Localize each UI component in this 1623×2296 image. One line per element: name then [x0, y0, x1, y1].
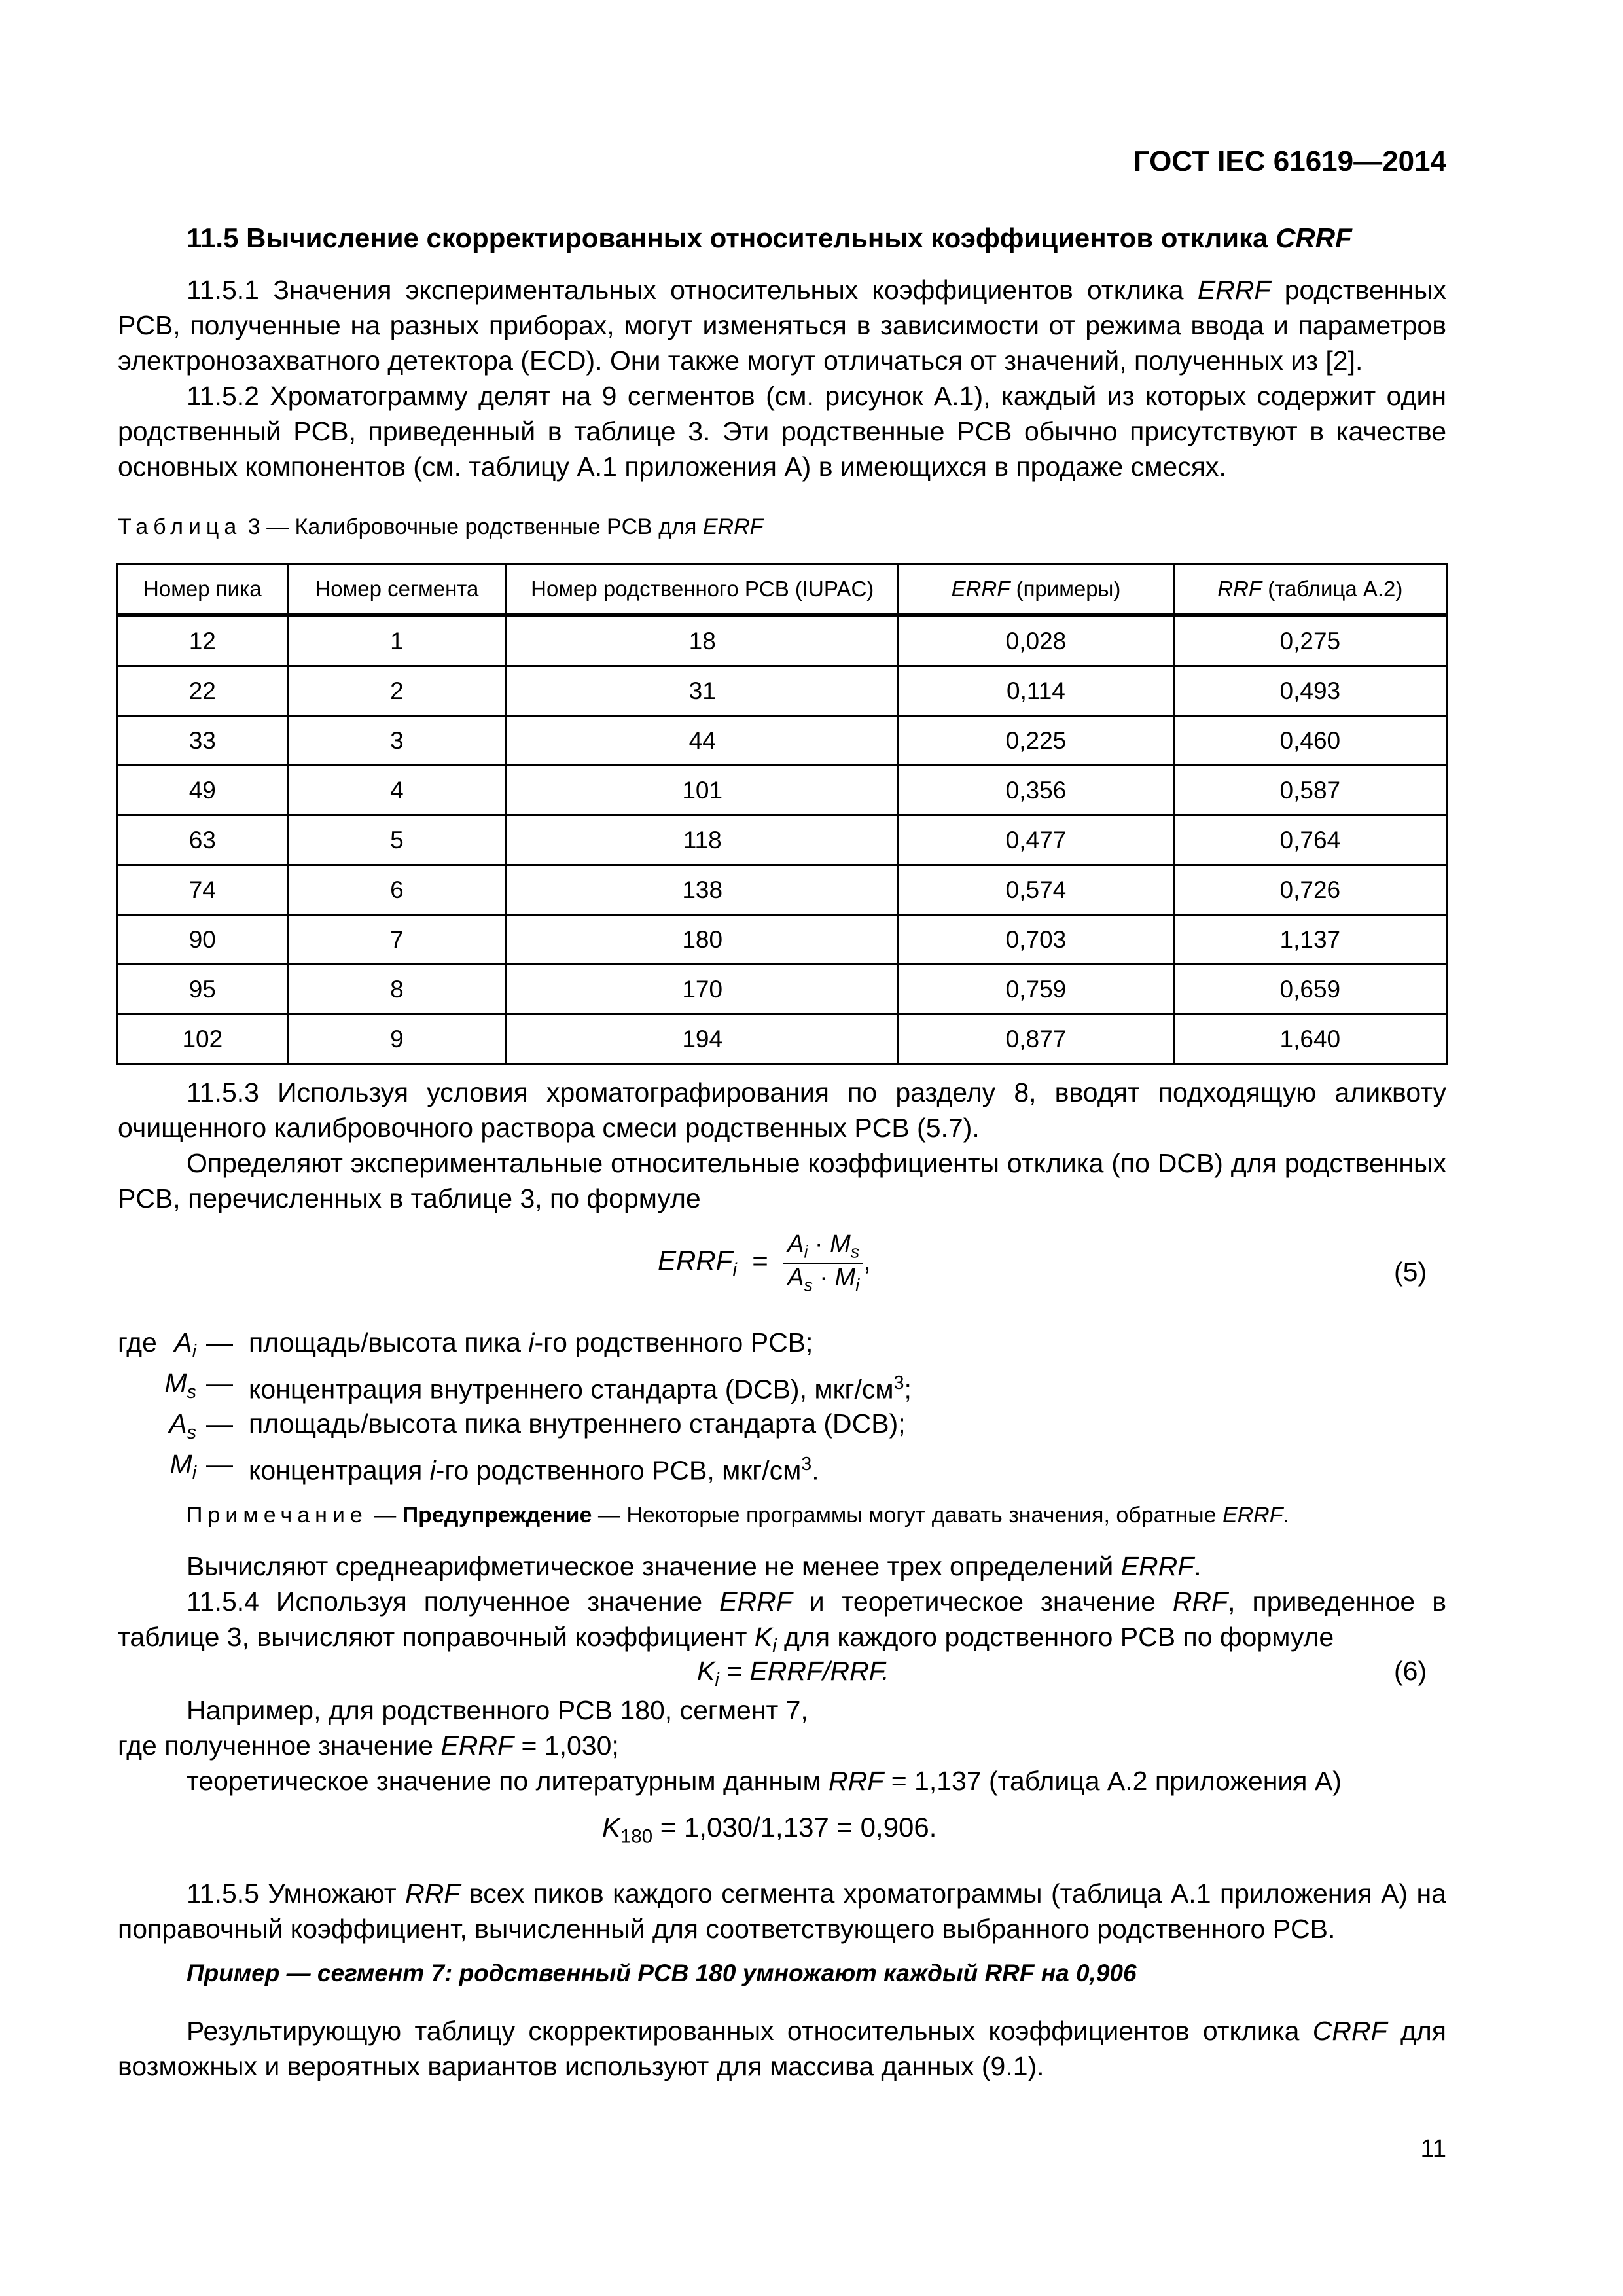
example-l3a: теоретическое значение по литературным данным — [187, 1766, 829, 1796]
eq5-den-b: M — [834, 1263, 856, 1291]
paragraph-11-5-4 — [118, 1584, 1446, 1664]
where-sym-as-main: A — [169, 1408, 187, 1439]
p1155-a: 11.5.5 Умножают — [187, 1878, 406, 1909]
example-eq-rest: = 1,030/1,137 = 0,906. — [652, 1812, 937, 1842]
where-sym-as-sub: s — [187, 1422, 196, 1444]
note-italic: ERRF — [1222, 1503, 1283, 1528]
where-def-ms-b: ; — [904, 1374, 912, 1405]
example-eq-k: K — [602, 1812, 621, 1842]
table-cell: 31 — [507, 666, 899, 716]
eq5-den-dot: · — [812, 1263, 835, 1291]
where-def-mi — [249, 1444, 819, 1491]
section-title-italic: CRRF — [1275, 223, 1352, 253]
table-cell: 0,477 — [899, 816, 1173, 865]
table-cell: 2 — [287, 666, 507, 716]
p-mean-b: . — [1194, 1551, 1202, 1581]
note-warning: Предупреждение — [402, 1503, 592, 1528]
paragraph-11-5-2: 11.5.2 Хроматограмму делят на 9 сегментов (см. рисунок А.1), каждый из которых содержит один родственный PCB, приведенный в таблице 3. Эти родственные PCB обычно присутствуют в качестве основных компонентов (см. таблицу А.1 приложения А) в имеющихся в продаже смесях. — [118, 381, 1446, 482]
col-header-errf-italic: ERRF — [951, 577, 1010, 601]
table-caption-text: 3 — Калибровочные родственные PCB для — [241, 514, 703, 539]
table-cell: 7 — [287, 915, 507, 965]
p1151-italic: ERRF — [1197, 275, 1271, 305]
where-def-ms-sup: 3 — [893, 1372, 904, 1393]
where-sym-ai-main: A — [174, 1327, 192, 1357]
p1155-b: всех пиков каждого сегмента хроматограммы (таблица А.1 приложения А) на поправочный коэффициент, вычисленный для соответствующего выбранного родственного PCB. — [118, 1878, 1446, 1944]
table-cell: 0,493 — [1173, 666, 1446, 716]
p1154-c: , приведенное в таблице 3, вычисляют поправочный коэффициент — [118, 1587, 1446, 1652]
table-cell: 0,356 — [899, 766, 1173, 816]
table-cell: 12 — [118, 615, 288, 666]
col-header-errf — [899, 564, 1173, 616]
p1155 — [118, 1876, 1446, 1946]
table-row — [118, 766, 1447, 816]
table-cell: 1,137 — [1173, 915, 1446, 965]
where-sym-ms-sub: s — [187, 1382, 196, 1403]
table-row — [118, 865, 1447, 915]
paragraph-11-5-3 — [118, 1075, 1446, 1216]
eq5-numerator — [783, 1230, 863, 1264]
col-header-segment: Номер сегмента — [287, 564, 507, 616]
p1154-d: для каждого родственного PCB по формуле — [776, 1622, 1334, 1652]
where-sym-mi-main: M — [169, 1449, 192, 1479]
table-cell: 0,028 — [899, 615, 1173, 666]
table-cell: 0,726 — [1173, 865, 1446, 915]
eq5-num-a-sub: i — [804, 1242, 808, 1262]
table-cell: 170 — [507, 965, 899, 1014]
table-cell: 0,659 — [1173, 965, 1446, 1014]
eq5-num-b-sub: s — [850, 1242, 860, 1262]
example-equation — [602, 1812, 936, 1848]
table-cell: 0,225 — [899, 716, 1173, 766]
equation-6 — [697, 1656, 889, 1691]
where-dash-4: — — [206, 1449, 233, 1479]
table-cell: 0,703 — [899, 915, 1173, 965]
p1154-ksub: i — [772, 1636, 777, 1657]
table-caption-label: Таблица — [118, 514, 242, 539]
table-row — [118, 615, 1447, 666]
p-define-text: Определяют экспериментальные относительные коэффициенты отклика (по DCB) для родственных PCB, перечисленных в таблице 3, по формуле — [118, 1148, 1446, 1213]
table-row — [118, 716, 1447, 766]
table-caption-italic: ERRF — [702, 514, 764, 539]
eq5-comma: , — [863, 1245, 871, 1276]
table-cell: 33 — [118, 716, 288, 766]
eq5-lhs-sub: i — [732, 1259, 737, 1282]
eq6-k: K — [697, 1656, 715, 1686]
table-cell: 90 — [118, 915, 288, 965]
eq5-num-b: M — [830, 1230, 851, 1258]
table-cell: 49 — [118, 766, 288, 816]
table-cell: 44 — [507, 716, 899, 766]
paragraph-result — [118, 2013, 1446, 2084]
p1155-i: RRF — [405, 1878, 461, 1909]
p1154-k: K — [754, 1622, 773, 1652]
eq5-num-a: A — [787, 1230, 804, 1258]
table-cell: 118 — [507, 816, 899, 865]
note — [187, 1503, 1289, 1528]
example-l2b: = 1,030; — [514, 1731, 619, 1761]
table-cell: 0,114 — [899, 666, 1173, 716]
where-def-ms-a: концентрация внутреннего стандарта (DCB), мкг/см — [249, 1374, 894, 1405]
table-cell: 180 — [507, 915, 899, 965]
table-cell: 18 — [507, 615, 899, 666]
eq5-lhs: ERRF — [658, 1245, 733, 1276]
table-cell: 8 — [287, 965, 507, 1014]
table-row — [118, 816, 1447, 865]
example-line-1: Например, для родственного PCB 180, сегмент 7, — [187, 1695, 808, 1725]
where-dash-1: — — [206, 1327, 233, 1357]
note-text: — Некоторые программы могут давать значения, обратные — [592, 1503, 1222, 1528]
paragraph-11-5-5 — [118, 1876, 1446, 1946]
col-header-pcb: Номер родственного PCB (IUPAC) — [507, 564, 899, 616]
equation-5-number: (5) — [1394, 1257, 1427, 1287]
eq6-rest: = ERRF/RRF. — [719, 1656, 889, 1686]
equation-5 — [658, 1230, 871, 1295]
note-dash: — — [367, 1503, 402, 1528]
where-lead: где — [118, 1327, 157, 1357]
equation-6-number: (6) — [1394, 1656, 1427, 1686]
eq5-den-a: A — [787, 1263, 804, 1291]
example-2: Пример — сегмент 7: родственный PCB 180 умножают каждый RRF на 0,906 — [187, 1960, 1137, 1986]
where-def-ai-b: -го родственного PCB; — [534, 1327, 813, 1357]
table-cell: 9 — [287, 1014, 507, 1064]
section-title-text: 11.5 Вычисление скорректированных относительных коэффициентов отклика — [187, 223, 1276, 253]
col-header-rrf-rest: (таблица А.2) — [1262, 577, 1403, 601]
where-sym-ms-main: M — [164, 1368, 187, 1398]
p1154-i2: RRF — [1172, 1587, 1228, 1617]
table-cell: 6 — [287, 865, 507, 915]
where-def-ai-a: площадь/высота пика — [249, 1327, 529, 1357]
table-cell: 22 — [118, 666, 288, 716]
p1151-a: 11.5.1 Значения экспериментальных относительных коэффициентов отклика — [187, 275, 1198, 305]
example-l2i: ERRF — [440, 1731, 514, 1761]
col-header-peak: Номер пика — [118, 564, 288, 616]
table-header-row — [118, 564, 1447, 616]
example-eq-sub: 180 — [620, 1825, 653, 1848]
table-cell: 4 — [287, 766, 507, 816]
where-def-mi-sup: 3 — [801, 1454, 812, 1475]
table-row — [118, 666, 1447, 716]
eq5-denominator — [783, 1264, 863, 1296]
p1154-i1: ERRF — [719, 1587, 793, 1617]
where-def-ai — [249, 1322, 813, 1363]
table-cell: 1 — [287, 615, 507, 666]
table-3 — [116, 563, 1448, 1065]
example-line-2 — [118, 1731, 619, 1761]
document-header-standard: ГОСТ IEC 61619—2014 — [1133, 145, 1446, 177]
section-title — [187, 223, 1352, 254]
table-cell: 138 — [507, 865, 899, 915]
example-line-3 — [187, 1766, 1342, 1797]
p1154-a: 11.5.4 Используя полученное значение — [187, 1587, 720, 1617]
table-cell: 5 — [287, 816, 507, 865]
where-def-ai-i: i — [528, 1327, 535, 1357]
where-def-mi-a: концентрация — [249, 1455, 430, 1486]
table-cell: 63 — [118, 816, 288, 865]
table-cell: 0,574 — [899, 865, 1173, 915]
note-label: Примечание — [187, 1503, 368, 1528]
table-cell: 74 — [118, 865, 288, 915]
col-header-errf-rest: (примеры) — [1010, 577, 1121, 601]
p1151-b: родственных PCB, полученные на разных приборах, могут изменяться в зависимости от режима ввода и параметров электронозахватного детектора (ECD). Они также могут отличаться от значений, полученных из [2]. — [118, 275, 1446, 376]
where-sym-mi — [131, 1444, 196, 1494]
where-def-ms — [249, 1363, 912, 1410]
col-header-rrf-italic: RRF — [1217, 577, 1262, 601]
eq5-equals: = — [744, 1245, 776, 1276]
eq5-num-dot: · — [808, 1230, 830, 1258]
eq5-den-a-sub: s — [804, 1275, 813, 1295]
where-def-as: площадь/высота пика внутреннего стандарта (DCB); — [249, 1408, 906, 1439]
p-result-a: Результирующую таблицу скорректированных относительных коэффициентов отклика — [187, 2016, 1313, 2046]
where-sym-mi-sub: i — [192, 1463, 196, 1484]
p-mean-a: Вычисляют среднеарифметическое значение не менее трех определений — [187, 1551, 1121, 1581]
table-cell: 102 — [118, 1014, 288, 1064]
table-cell: 0,275 — [1173, 615, 1446, 666]
paragraph-11-5-1-2 — [118, 272, 1446, 484]
table-row — [118, 1014, 1447, 1064]
table-cell: 0,460 — [1173, 716, 1446, 766]
p-result — [118, 2013, 1446, 2084]
where-def-mi-i: i — [429, 1455, 436, 1486]
table-cell: 0,759 — [899, 965, 1173, 1014]
where-dash-2: — — [206, 1368, 233, 1398]
table-cell: 0,764 — [1173, 816, 1446, 865]
table-cell: 3 — [287, 716, 507, 766]
where-def-mi-b: -го родственного PCB, мкг/см — [435, 1455, 802, 1486]
eq6-ksub: i — [715, 1670, 719, 1691]
paragraph-11-5-1 — [118, 272, 1446, 378]
where-sym-ai-sub: i — [192, 1341, 196, 1363]
table-cell: 194 — [507, 1014, 899, 1064]
note-end: . — [1283, 1503, 1289, 1528]
where-dash-3: — — [206, 1408, 233, 1439]
table-cell: 0,877 — [899, 1014, 1173, 1064]
p-result-b: для возможных и вероятных вариантов используют для массива данных (9.1). — [118, 2016, 1446, 2081]
paragraph-mean — [118, 1549, 1446, 1584]
p1153-text: 11.5.3 Используя условия хроматографирования по разделу 8, вводят подходящую аликвоту очищенного калибровочного раствора смеси родственных PCB (5.7). — [118, 1077, 1446, 1143]
paragraph-mean-11-5-4 — [118, 1549, 1446, 1664]
table-cell: 0,587 — [1173, 766, 1446, 816]
where-list — [0, 1322, 1623, 1492]
example-l3i: RRF — [829, 1766, 884, 1796]
where-def-mi-c: . — [812, 1455, 819, 1486]
table-row — [118, 965, 1447, 1014]
table-cell: 95 — [118, 965, 288, 1014]
p-mean-i: ERRF — [1120, 1551, 1194, 1581]
example-l2a: где полученное значение — [118, 1731, 441, 1761]
p-result-i: CRRF — [1312, 2016, 1387, 2046]
eq5-fraction — [783, 1230, 863, 1295]
page-number: 11 — [1420, 2135, 1446, 2162]
table-caption — [118, 514, 763, 540]
p1154-b: и теоретическое значение — [792, 1587, 1173, 1617]
table-cell: 1,640 — [1173, 1014, 1446, 1064]
table-row — [118, 915, 1447, 965]
col-header-rrf — [1173, 564, 1446, 616]
table-cell: 101 — [507, 766, 899, 816]
example-l3b: = 1,137 (таблица А.2 приложения А) — [883, 1766, 1342, 1796]
eq5-den-b-sub: i — [855, 1275, 860, 1295]
